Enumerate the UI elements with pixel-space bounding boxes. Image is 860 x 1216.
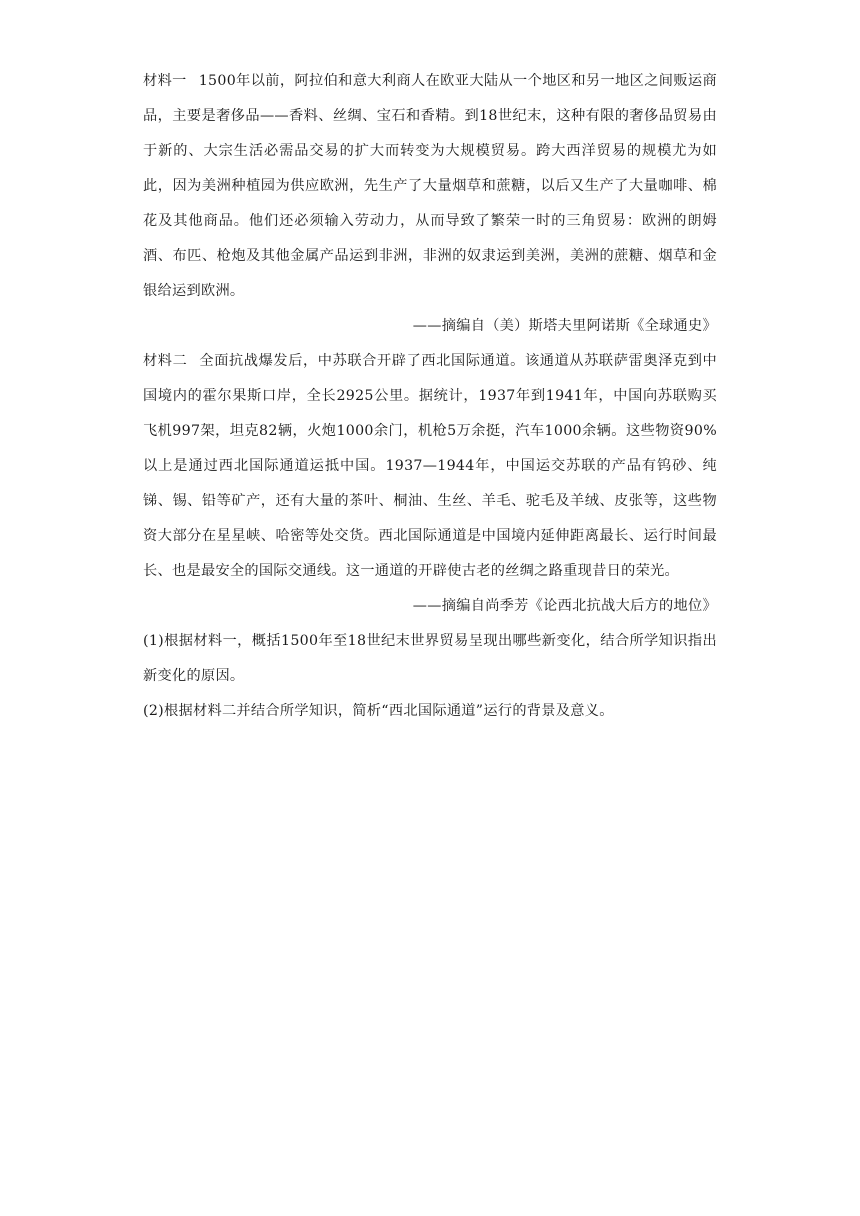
question-one: (1)根据材料一，概括1500年至18世纪末世界贸易呈现出哪些新变化，结合所学知识指出新变化的原因。 [143, 633, 717, 684]
material-two-paragraph [143, 344, 717, 589]
material-one-paragraph [143, 64, 717, 309]
material-one-source: ——摘编自（美）斯塔夫里阿诺斯《全球通史》 [412, 318, 717, 334]
material-one-label: 材料一 [143, 73, 187, 89]
question-two: (2)根据材料二并结合所学知识，简析“西北国际通道”运行的背景及意义。 [143, 703, 614, 719]
material-one-text: 1500年以前，阿拉伯和意大利商人在欧亚大陆从一个地区和另一地区之间贩运商品，主要是奢侈品——香料、丝绸、宝石和香精。到18世纪末，这种有限的奢侈品贸易由于新的、大宗生活必需品交易的扩大而转变为大规模贸易。跨大西洋贸易的规模尤为如此，因为美洲种植园为供应欧洲，先生产了大量烟草和蔗糖，以后又生产了大量咖啡、棉花及其他商品。他们还必须输入劳动力，从而导致了繁荣一时的三角贸易：欧洲的朗姆酒、布匹、枪炮及其他金属产品运到非洲，非洲的奴隶运到美洲，美洲的蔗糖、烟草和金银给运到欧洲。 [143, 73, 717, 299]
material-two-label: 材料二 [143, 353, 188, 369]
material-two-text: 全面抗战爆发后，中苏联合开辟了西北国际通道。该通道从苏联萨雷奥泽克到中国境内的霍尔果斯口岸，全长2925公里。据统计，1937年到1941年，中国向苏联购买飞机997架，坦克82辆，火炮1000余门，机枪5万余挺，汽车1000余辆。这些物资90%以上是通过西北国际通道运抵中国。1937—1944年，中国运交苏联的产品有钨砂、纯锑、锡、铅等矿产，还有大量的茶叶、桐油、生丝、羊毛、驼毛及羊绒、皮张等，这些物资大部分在星星峡、哈密等处交货。西北国际通道是中国境内延伸距离最长、运行时间最长、也是最安全的国际交通线。这一通道的开辟使古老的丝绸之路重现昔日的荣光。 [143, 353, 717, 579]
document-page [143, 64, 717, 729]
material-two-source: ——摘编自尚季芳《论西北抗战大后方的地位》 [412, 598, 717, 614]
